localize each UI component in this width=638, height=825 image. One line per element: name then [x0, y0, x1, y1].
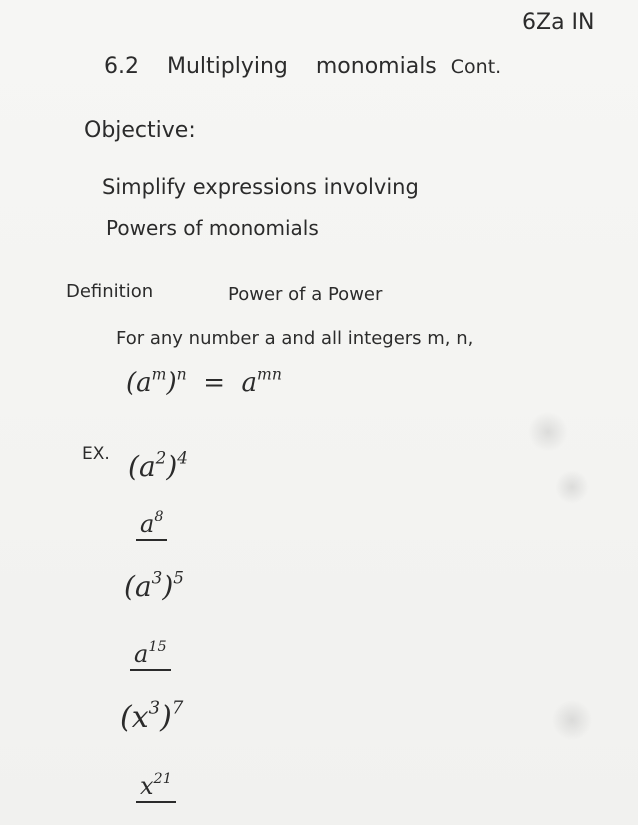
rule-inner-exponent: m [151, 365, 167, 384]
paper-smudge [555, 470, 589, 504]
page-title [104, 54, 501, 79]
example-1-answer: $a^8$ [136, 510, 167, 538]
definition-label: Definition [66, 281, 154, 302]
definition-name: Power of a Power [228, 284, 383, 305]
title-text: Multiplying [166, 54, 288, 79]
paper-smudge [552, 700, 592, 740]
example-3-answer: $x^{21}$ [136, 772, 176, 800]
section-number: 6.2 [104, 54, 139, 79]
rule-left-base: (a [126, 368, 152, 398]
objective-heading: Objective: [84, 118, 196, 143]
examples-label: EX. [82, 444, 110, 464]
rule-right-exponent: mn [257, 365, 282, 384]
rule-outer-exponent: n [176, 365, 187, 384]
corner-code: 6Za IN [522, 10, 595, 35]
rule-left-close: ) [166, 368, 177, 398]
example-1-problem: $(a^2)^4$ [128, 447, 188, 483]
objective-line-1: Simplify expressions involving [102, 175, 419, 199]
title-text-2: monomials [315, 54, 437, 79]
rule-equals: = [203, 368, 225, 398]
title-suffix: Cont. [450, 56, 502, 78]
paper-smudge [528, 412, 568, 452]
definition-statement: For any number a and all integers m, n, [116, 328, 474, 349]
rule-right-base: a [241, 368, 258, 398]
example-2-problem: $(a^3)^5$ [124, 567, 184, 603]
example-3-problem: $(x^3)^7$ [120, 697, 184, 735]
objective-line-2: Powers of monomials [106, 216, 319, 240]
power-rule [126, 365, 282, 398]
example-2-answer: $a^{15}$ [130, 640, 171, 668]
